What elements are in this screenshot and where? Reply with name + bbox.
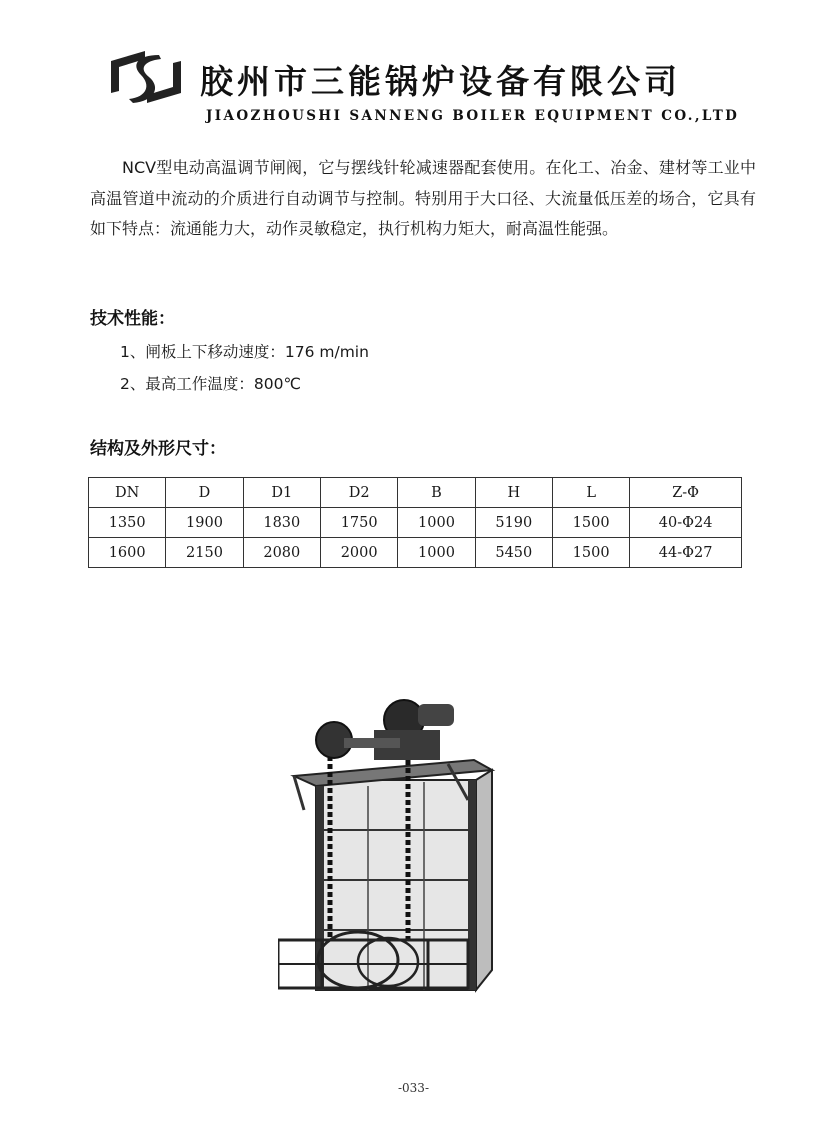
page-number: -033- [397,1081,429,1095]
column-header: DN [89,478,166,508]
spec-item: 1、闸板上下移动速度：176 m/min [120,343,369,361]
technical-title: 技术性能： [90,309,175,329]
table-cell: 2150 [166,538,243,568]
column-header: D [166,478,243,508]
table-cell: 1000 [398,508,475,538]
intro-paragraph: NCV型电动高温调节闸阀，它与摆线针轮减速器配套使用。在化工、冶金、建材等工业中高温管道中流动的介质进行自动调节与控制。特别用于大口径、大流量低压差的场合，它具有如下特点：流通能力大，动作灵敏稳定，执行机构力矩大，耐高温性能强。 [90,158,756,238]
company-name-cn: 胶州市三能锅炉设备有限公司 [200,62,681,101]
table-cell: 1750 [320,508,397,538]
table-cell: 2080 [243,538,320,568]
spec-item: 2、最高工作温度：800℃ [120,375,301,393]
table-cell: 1830 [243,508,320,538]
column-header: D2 [320,478,397,508]
table-cell: 1900 [166,508,243,538]
table-row [89,508,742,538]
table-header-row [89,478,742,508]
column-header: H [475,478,552,508]
table-cell: 1600 [89,538,166,568]
table-row [89,538,742,568]
column-header: L [552,478,629,508]
table-cell: 44-Φ27 [630,538,742,568]
column-header: D1 [243,478,320,508]
company-logo-icon [107,47,185,107]
table-cell: 40-Φ24 [630,508,742,538]
table-cell: 2000 [320,538,397,568]
table-cell: 5450 [475,538,552,568]
gate-valve-illustration [278,690,498,1000]
company-name-en: JIAOZHOUSHI SANNENG BOILER EQUIPMENT CO.,LTD [206,108,740,124]
table-cell: 1500 [552,508,629,538]
table-cell: 1500 [552,538,629,568]
table-cell: 1350 [89,508,166,538]
structure-title: 结构及外形尺寸： [90,439,226,459]
table-cell: 1000 [398,538,475,568]
column-header: Z-Φ [630,478,742,508]
column-header: B [398,478,475,508]
table-cell: 5190 [475,508,552,538]
dimensions-table [88,477,742,568]
